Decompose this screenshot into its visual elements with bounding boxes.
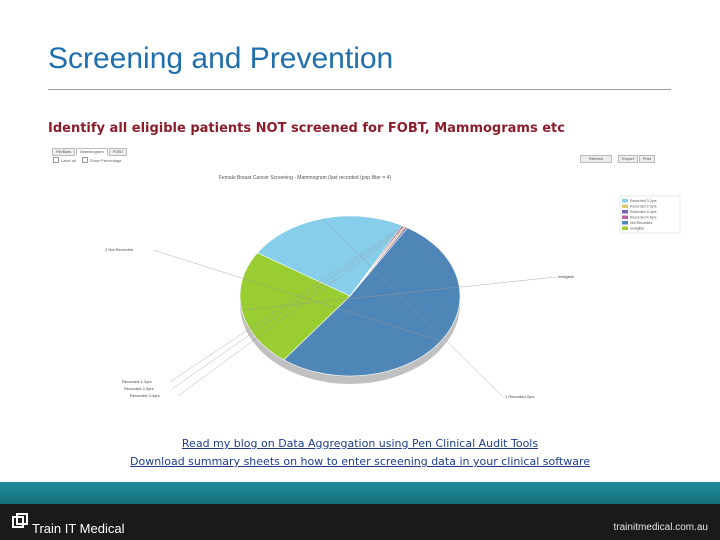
legend-label: Recorded 0-2yrs [630,199,657,204]
download-link[interactable]: Download summary sheets on how to enter screening data in your clinical software [130,455,590,468]
pie-slice-label: 1 Recorded 2yrs [505,394,535,399]
label-all-text: Label all [61,157,76,163]
legend-label: Not Recorded [630,221,653,226]
refresh-button[interactable]: Refresh [580,155,612,163]
chart-title: Female Breast Cancer Screening - Mammogram (last recorded (pop filter = 4) [218,175,392,181]
tab-mammogram[interactable]: Mammogram [76,148,108,156]
blog-link[interactable]: Read my blog on Data Aggregation using Pen Clinical Audit Tools [181,437,539,450]
train-it-medical-logo-icon [12,513,28,529]
export-button[interactable]: Export [618,155,638,163]
legend-swatch [622,221,628,225]
pie-slice-label: 2 Not Recorded [105,247,134,252]
title-divider [48,89,671,90]
legend-label: Ineligible [630,226,645,231]
legend-label: Recorded 3-4yrs [630,210,657,215]
website-url[interactable]: trainitmedical.com.au [613,522,708,533]
pie-slice-label: Recorded 1-2yrs [122,379,152,384]
legend-swatch [622,199,628,203]
legend-swatch [622,205,628,209]
pie-slice-label: Recorded 2-3yrs [124,386,154,391]
slide-subtitle: Identify all eligible patients NOT screened for FOBT, Mammograms etc [48,121,565,136]
footer-accent-band [0,482,720,504]
show-percentage-text: Show Percentage [89,157,122,163]
pie-slice-label: Ineligible [558,274,574,279]
tab-fobt[interactable]: FOBT [109,148,128,156]
slide-title: Screening and Prevention [48,42,394,75]
legend-label: Recorded 4-5yrs [630,215,657,220]
tab-pie-bars[interactable]: Pie/Bars [52,148,75,156]
legend-label: Recorded 2-3yrs [630,204,657,209]
pie-chart [50,146,710,408]
embedded-screenshot [50,146,710,408]
brand-name: Train IT Medical [32,521,125,536]
legend-swatch [622,210,628,214]
legend-swatch [622,216,628,220]
pie-slice-label: Recorded 3-4yrs [130,393,160,398]
legend-swatch [622,227,628,231]
print-button[interactable]: Print [639,155,655,163]
